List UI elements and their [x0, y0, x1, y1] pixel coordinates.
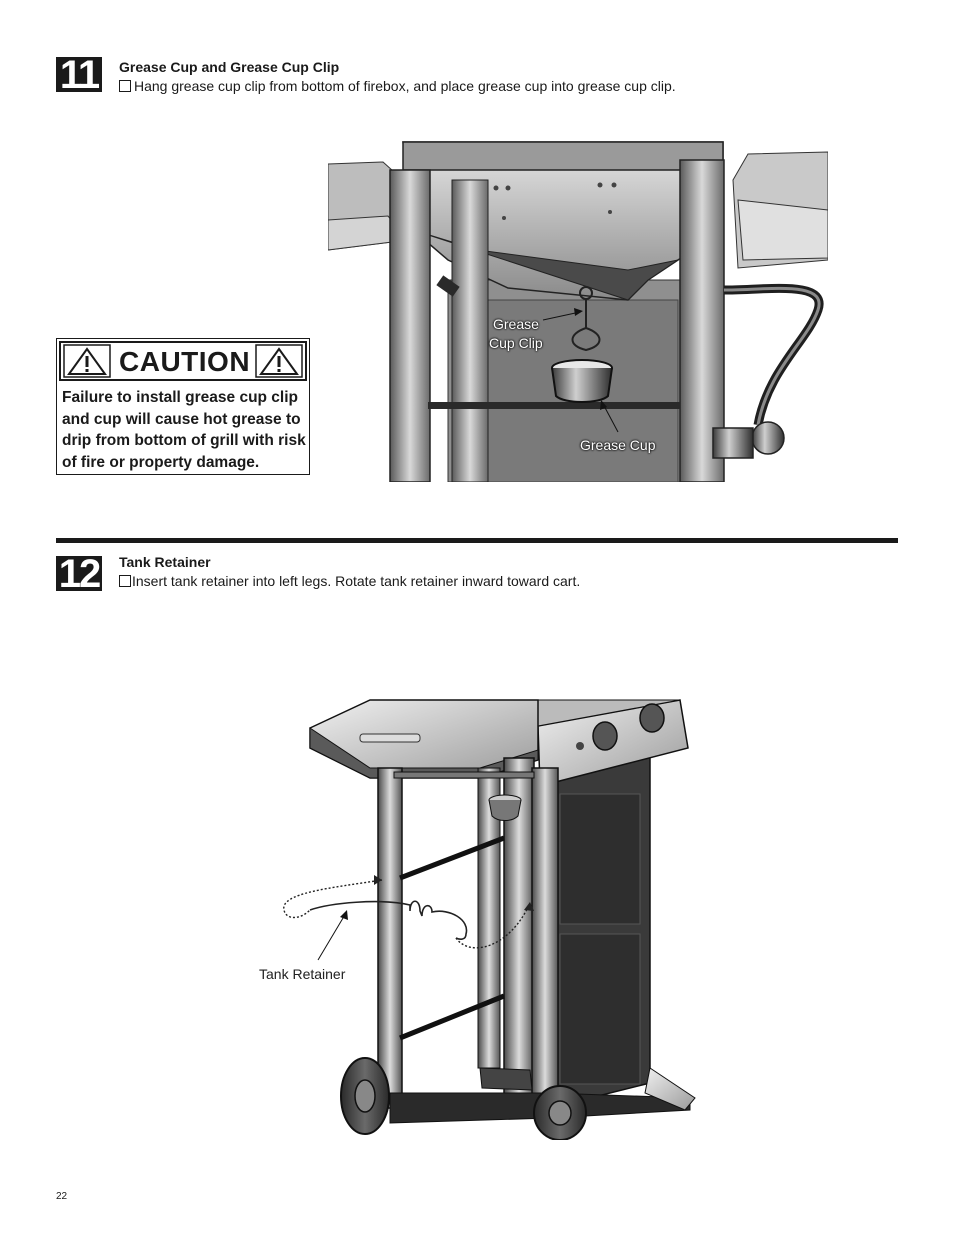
caution-text: Failure to install grease cup clip and cup will cause hot grease to drip from bottom of grill with risk of fire or property damage. [62, 389, 306, 471]
step-11-instruction-text: Hang grease cup clip from bottom of firebox, and place grease cup into grease cup clip. [134, 78, 676, 94]
grease-cup-clip-label-line2: Cup Clip [489, 335, 543, 351]
grease-cup-label: Grease Cup [580, 437, 656, 453]
tank-retainer-label: Tank Retainer [259, 966, 346, 982]
step-11-title: Grease Cup and Grease Cup Clip [119, 59, 340, 75]
grease-cup-illustration [328, 140, 828, 482]
warning-triangle-icon [255, 344, 303, 378]
section-divider [56, 538, 898, 543]
step-11-instruction [119, 78, 676, 94]
step-12-instruction-text: Insert tank retainer into left legs. Rotate tank retainer inward toward cart. [132, 573, 581, 589]
caution-header [59, 341, 307, 381]
grease-cup-clip-label [489, 315, 543, 353]
step-number-12: 12 [56, 556, 102, 591]
checkbox-icon[interactable] [119, 575, 131, 587]
caution-heading: CAUTION [119, 346, 251, 377]
step-12-instruction [119, 573, 580, 589]
page-number: 22 [56, 1191, 68, 1202]
warning-triangle-icon [63, 344, 111, 378]
caution-box [56, 338, 310, 475]
grease-cup-clip-label-line1: Grease [493, 316, 539, 332]
step-12-title: Tank Retainer [119, 554, 211, 570]
tank-retainer-illustration [270, 698, 700, 1140]
step-number-11: 11 [56, 57, 102, 92]
checkbox-icon[interactable] [119, 80, 131, 92]
